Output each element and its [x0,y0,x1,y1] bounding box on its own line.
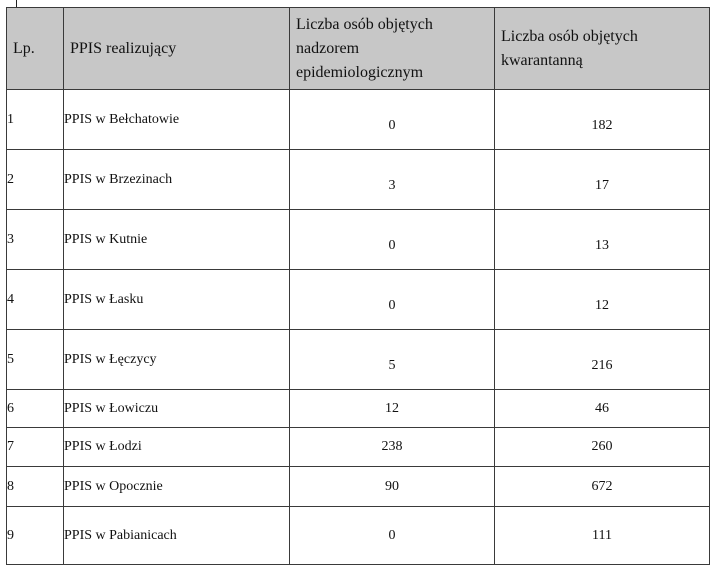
header-kwarantanna-line1: Liczba osób objętych [501,27,638,45]
page-edge-mark [16,0,17,7]
cell-kwarantanna: 46 [495,390,710,428]
cell-lp: 8 [7,467,64,507]
cell-lp: 6 [7,390,64,428]
cell-kwarantanna: 111 [495,507,710,565]
cell-lp: 4 [7,270,64,330]
cell-kwarantanna: 672 [495,467,710,507]
table-row [7,210,710,270]
table-row [7,150,710,210]
cell-lp: 9 [7,507,64,565]
cell-name: PPIS w Pabianicach [64,507,290,565]
cell-nadzor: 90 [290,467,495,507]
header-nadzor-line2: nadzorem [296,39,360,57]
cell-kwarantanna: 13 [495,210,710,270]
cell-name: PPIS w Łęczycy [64,330,290,390]
cell-name: PPIS w Łodzi [64,428,290,467]
cell-name: PPIS w Bełchatowie [64,90,290,150]
cell-nadzor: 0 [290,507,495,565]
cell-kwarantanna: 12 [495,270,710,330]
table-row [7,390,710,428]
cell-lp: 3 [7,210,64,270]
ppis-table [6,7,710,565]
header-kwarantanna [495,8,710,90]
header-ppis [64,8,290,90]
table-row [7,270,710,330]
table-row [7,90,710,150]
cell-lp: 1 [7,90,64,150]
cell-kwarantanna: 182 [495,90,710,150]
header-nadzor [290,8,495,90]
cell-lp: 2 [7,150,64,210]
cell-name: PPIS w Brzezinach [64,150,290,210]
table-row [7,428,710,467]
header-lp-label: Lp. [13,39,35,57]
cell-nadzor: 0 [290,210,495,270]
cell-nadzor: 238 [290,428,495,467]
header-kwarantanna-line2: kwarantanną [501,51,583,69]
cell-name: PPIS w Kutnie [64,210,290,270]
header-nadzor-line3: epidemiologicznym [296,63,424,81]
cell-nadzor: 0 [290,270,495,330]
header-ppis-label: PPIS realizujący [70,39,177,57]
table-row [7,467,710,507]
table-row [7,507,710,565]
cell-kwarantanna: 17 [495,150,710,210]
table-header-row [7,8,710,90]
cell-nadzor: 3 [290,150,495,210]
header-lp [7,8,64,90]
cell-lp: 7 [7,428,64,467]
cell-name: PPIS w Łowiczu [64,390,290,428]
cell-kwarantanna: 260 [495,428,710,467]
cell-name: PPIS w Łasku [64,270,290,330]
cell-lp: 5 [7,330,64,390]
cell-nadzor: 5 [290,330,495,390]
cell-nadzor: 12 [290,390,495,428]
cell-name: PPIS w Opocznie [64,467,290,507]
header-nadzor-line1: Liczba osób objętych [296,15,433,33]
table-row [7,330,710,390]
cell-nadzor: 0 [290,90,495,150]
cell-kwarantanna: 216 [495,330,710,390]
